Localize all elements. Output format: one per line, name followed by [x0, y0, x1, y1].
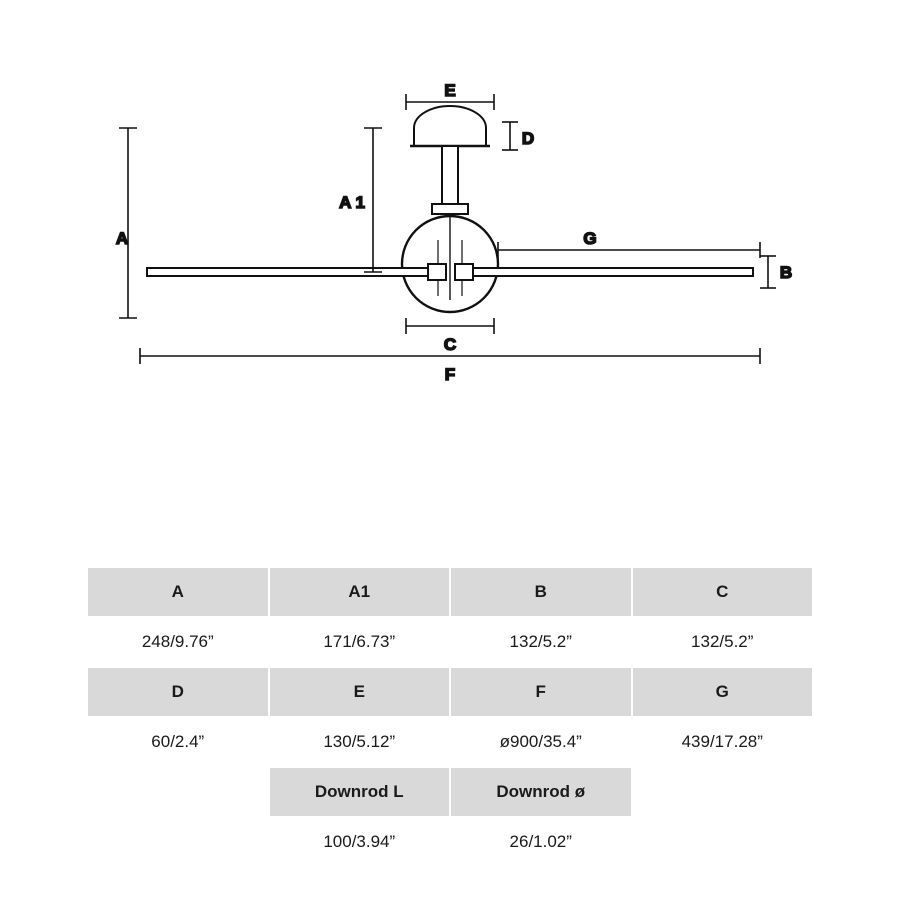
- table-value-D: 60/2.4”: [87, 717, 269, 767]
- table-header-C: C: [632, 567, 814, 617]
- dimension-label-B: B: [779, 263, 793, 282]
- dimension-label-C: C: [443, 335, 457, 354]
- table-spacer-right-2: [632, 817, 814, 867]
- table-value-B: 132/5.2”: [450, 617, 632, 667]
- table-header-G: G: [632, 667, 814, 717]
- dimension-A: [119, 128, 137, 318]
- dimension-A1: [364, 128, 382, 272]
- table-row-values-2: [87, 717, 813, 767]
- motor-housing: [402, 214, 498, 312]
- table-header-D: D: [87, 667, 269, 717]
- dimension-label-A: A: [115, 229, 129, 248]
- table-value-E: 130/5.12”: [269, 717, 451, 767]
- table-row-values-1: [87, 617, 813, 667]
- table-spacer-left: [87, 767, 269, 817]
- table-header-downrod-diameter: Downrod ø: [450, 767, 632, 817]
- canopy-shape: [410, 106, 490, 146]
- table-value-A: 248/9.76”: [87, 617, 269, 667]
- table-header-F: F: [450, 667, 632, 717]
- downrod-shape: [442, 146, 458, 204]
- table-value-downrod-length: 100/3.94”: [269, 817, 451, 867]
- table-row-headers-1: [87, 567, 813, 617]
- table-value-A1: 171/6.73”: [269, 617, 451, 667]
- dimension-B: [760, 256, 776, 288]
- table-header-A: A: [87, 567, 269, 617]
- dimension-label-G: G: [583, 229, 597, 248]
- table-value-F: ø900/35.4”: [450, 717, 632, 767]
- fan-blade-right: [455, 264, 753, 280]
- dimension-G: [498, 242, 760, 258]
- motor-coupling: [432, 204, 468, 214]
- table-header-A1: A1: [269, 567, 451, 617]
- dimension-C: [406, 318, 494, 334]
- dimension-label-F: F: [444, 365, 456, 384]
- dimension-spec-table: [86, 566, 814, 868]
- dimension-label-E: E: [444, 81, 456, 100]
- table-row-headers-3: [87, 767, 813, 817]
- table-spacer-left-2: [87, 817, 269, 867]
- table-value-C: 132/5.2”: [632, 617, 814, 667]
- dimension-D: [502, 122, 518, 150]
- dimension-label-A1: A 1: [339, 193, 365, 212]
- table-value-downrod-diameter: 26/1.02”: [450, 817, 632, 867]
- table-header-B: B: [450, 567, 632, 617]
- table-header-downrod-length: Downrod L: [269, 767, 451, 817]
- table-row-values-3: [87, 817, 813, 867]
- table-header-E: E: [269, 667, 451, 717]
- table-row-headers-2: [87, 667, 813, 717]
- dimension-label-D: D: [521, 129, 535, 148]
- table-spacer-right: [632, 767, 814, 817]
- table-value-G: 439/17.28”: [632, 717, 814, 767]
